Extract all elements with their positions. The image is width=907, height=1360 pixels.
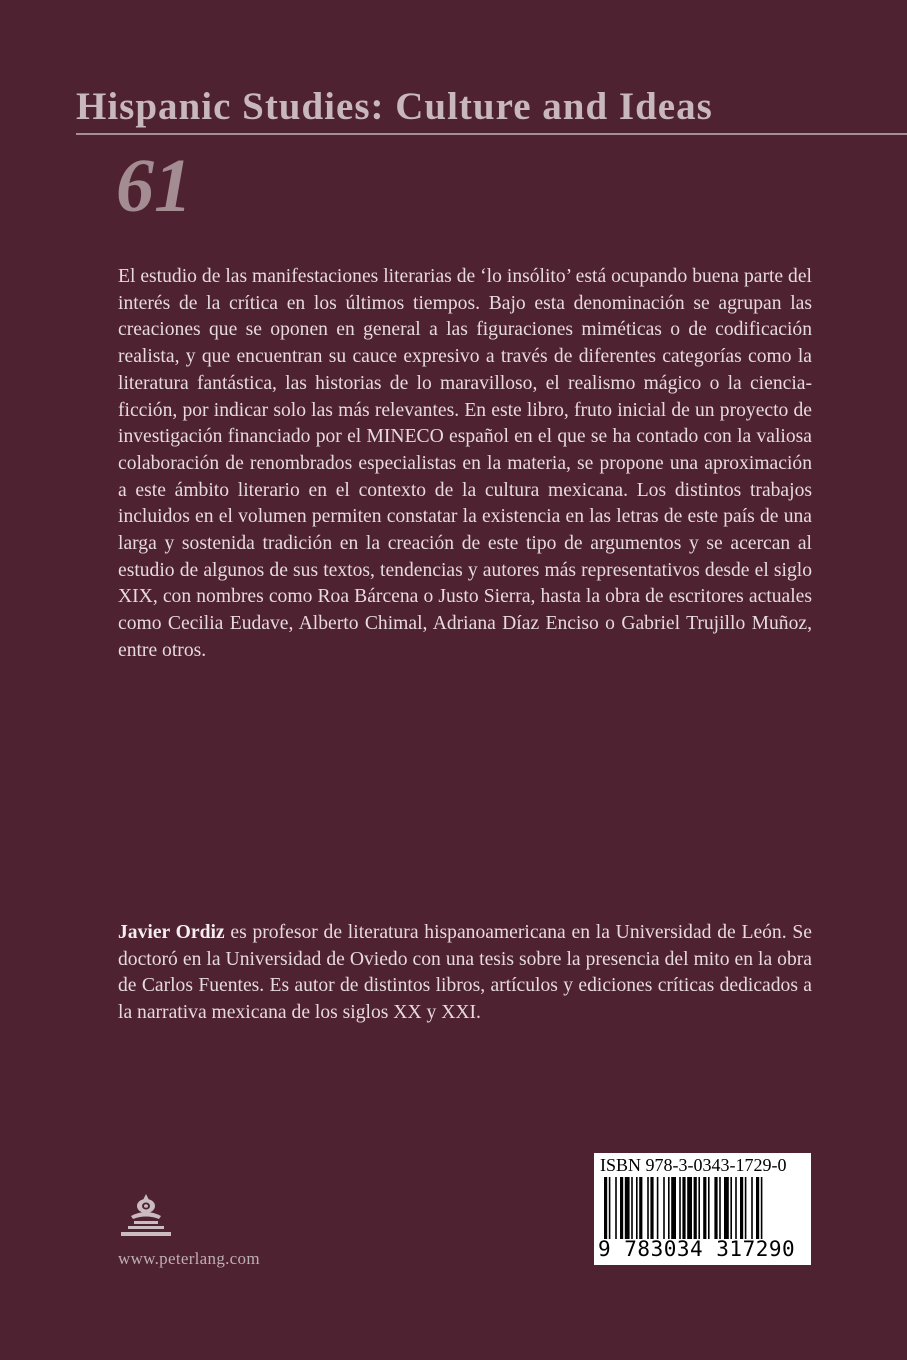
publisher-url[interactable]: www.peterlang.com [118,1249,260,1268]
author-bio-text: es profesor de literatura hispanoamericana en la Universidad de León. Se doctoró en la Universidad de Oviedo con una tesis sobre la presencia del mito en la obra de Carlos Fuentes. Es autor de distintos libros, artículos y ediciones críticas dedicados a la narrativa mexicana de los siglos XX y XXI. [118,922,812,1024]
peter-lang-tree-logo-icon [115,1192,177,1238]
isbn-label: ISBN 978-3-0343-1729-0 [600,1155,787,1175]
barcode-icon [604,1177,802,1239]
series-title: Hispanic Studies: Culture and Ideas [76,85,713,128]
isbn-barcode-box [594,1153,811,1265]
barcode-digits: 9 783034 317290 [598,1237,796,1261]
title-divider [76,133,907,135]
author-bio [118,920,812,1027]
book-description: El estudio de las manifestaciones literarias de ‘lo insólito’ está ocupando buena parte del interés de la crítica en los últimos tiempos. Bajo esta denominación se agrupan las creaciones que se oponen en general a las figuraciones miméticas o de codificación realista, y que encuentran su cauce expresivo a través de diferentes categorías como la literatura fantástica, las historias de lo maravilloso, el realismo mágico o la ciencia-ficción, por indicar solo las más relevantes. En este libro, fruto inicial de un proyecto de investigación financiado por el MINECO español en el que se ha contado con la valiosa colaboración de renombrados especialistas en la materia, se propone una aproximación a este ámbito literario en el contexto de la cultura mexicana. Los distintos trabajos incluidos en el volumen permiten constatar la existencia en las letras de este país de una larga y sostenida tradición en la creación de este tipo de argumentos y se acercan al estudio de algunos de sus textos, tendencias y autores más representativos desde el siglo XIX, con nombres como Roa Bárcena o Justo Sierra, hasta la obra de escritores actuales como Cecilia Eudave, Alberto Chimal, Adriana Díaz Enciso o Gabriel Trujillo Muñoz, entre otros. [118,266,812,661]
author-name: Javier Ordiz [118,922,225,943]
volume-number: 61 [116,144,192,228]
